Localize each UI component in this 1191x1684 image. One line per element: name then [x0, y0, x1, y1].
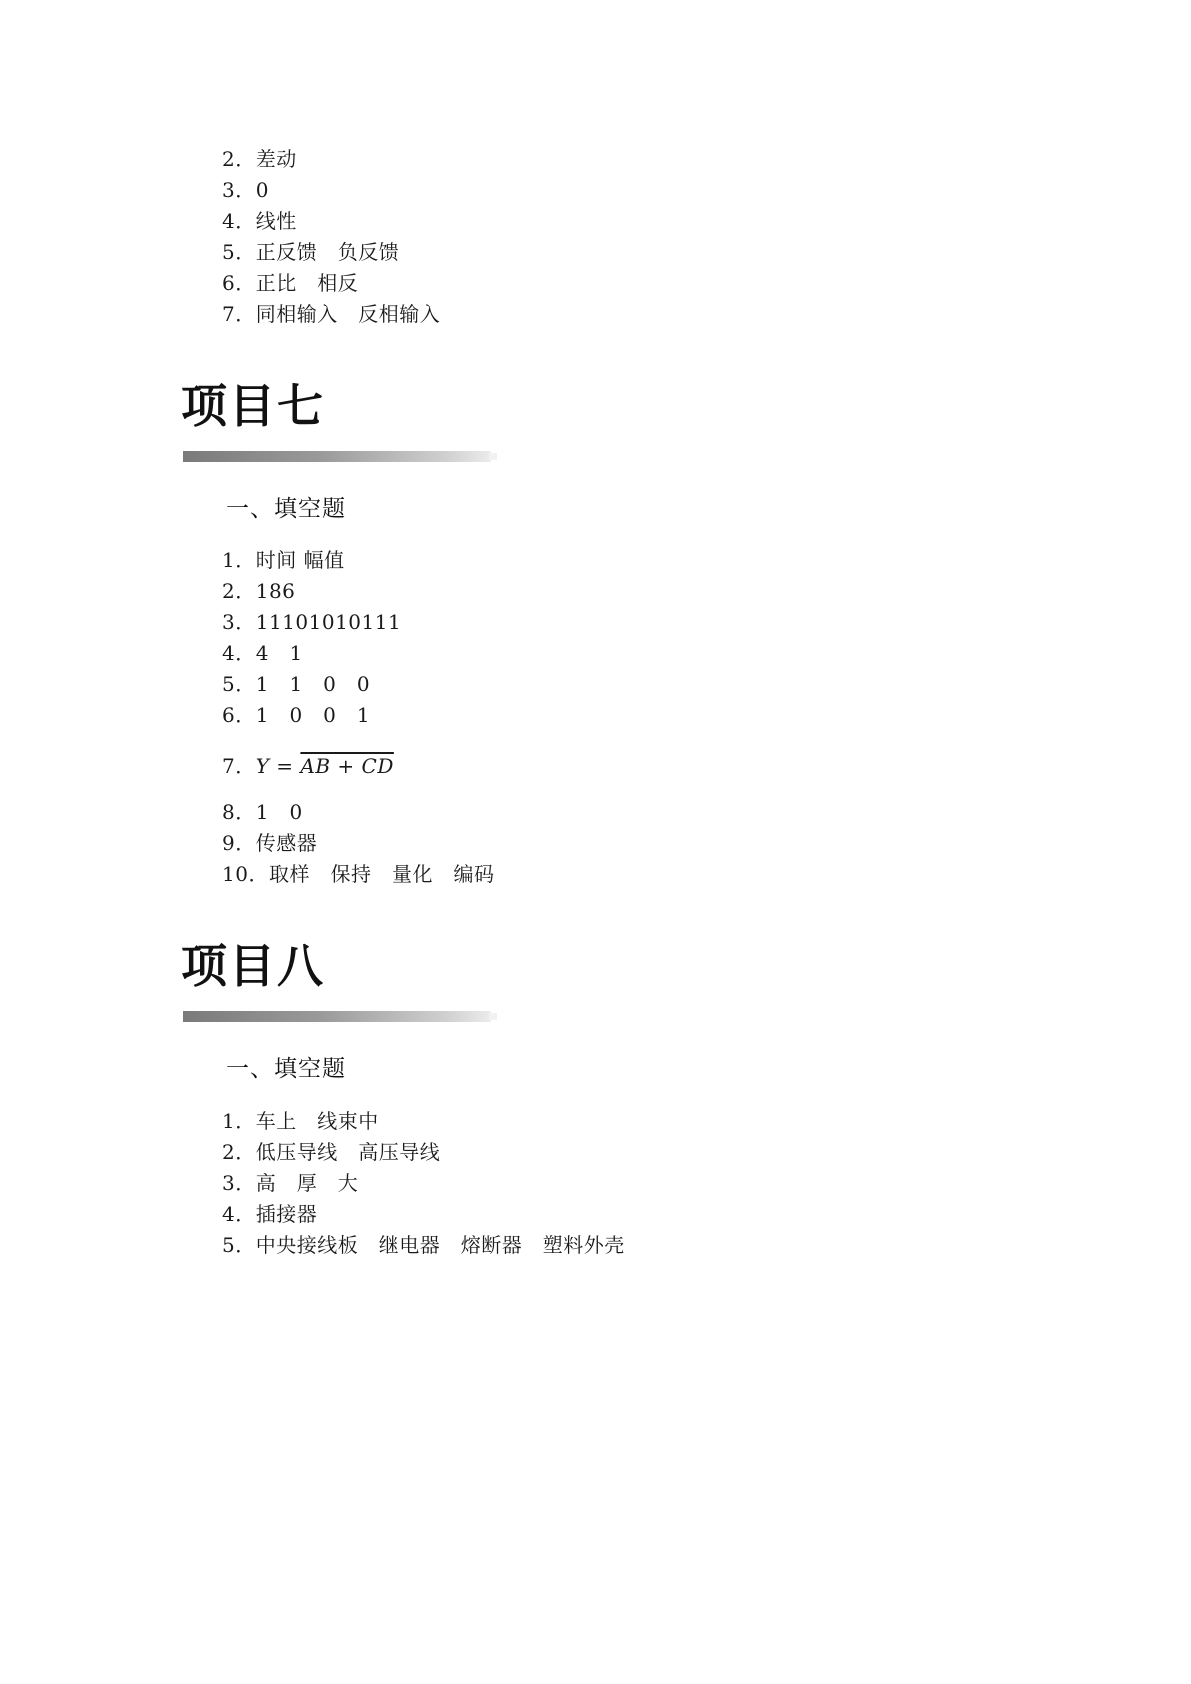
project7-answer-list-2	[222, 797, 494, 890]
list-item: 10．取样 保持 量化 编码	[222, 862, 495, 886]
list-item: 2．186	[222, 579, 296, 603]
project7-title: 项目七	[181, 379, 325, 433]
formula: Y = AB + CD	[255, 754, 394, 778]
list-item: 5．正反馈 负反馈	[222, 240, 400, 264]
list-item: 6．正比 相反	[222, 271, 359, 295]
project7-formula-item	[222, 748, 394, 784]
formula-negated-term: AB + CD	[300, 754, 394, 778]
project7-answer-list	[222, 545, 401, 731]
answer-list-top	[222, 144, 440, 330]
list-item: 4．线性	[222, 209, 297, 233]
list-item: 9．传感器	[222, 831, 318, 855]
list-item: 3．0	[222, 178, 269, 202]
list-item: 4．插接器	[222, 1202, 318, 1226]
list-item: 5．中央接线板 继电器 熔断器 塑料外壳	[222, 1233, 625, 1257]
project8-title-bar	[183, 1011, 491, 1022]
list-item: 4．4 1	[222, 641, 303, 665]
project8-answer-list	[222, 1106, 625, 1261]
project8-section-heading: 一、填空题	[226, 1056, 346, 1082]
project8-title: 项目八	[181, 939, 325, 993]
list-item: 2．低压导线 高压导线	[222, 1140, 441, 1164]
project7-title-bar	[183, 451, 491, 462]
list-item: 7．同相输入 反相输入	[222, 302, 441, 326]
list-item: 6．1 0 0 1	[222, 703, 371, 727]
list-item: 2．差动	[222, 147, 297, 171]
list-item: 8．1 0	[222, 800, 303, 824]
list-item: 1．时间 幅值	[222, 548, 345, 572]
list-item: 3．高 厚 大	[222, 1171, 359, 1195]
list-item: 5．1 1 0 0	[222, 672, 371, 696]
list-item: 7．Y = AB + CD	[222, 754, 394, 778]
project7-section-heading: 一、填空题	[226, 496, 346, 522]
list-item: 1．车上 线束中	[222, 1109, 379, 1133]
list-item: 3．11101010111	[222, 610, 402, 634]
